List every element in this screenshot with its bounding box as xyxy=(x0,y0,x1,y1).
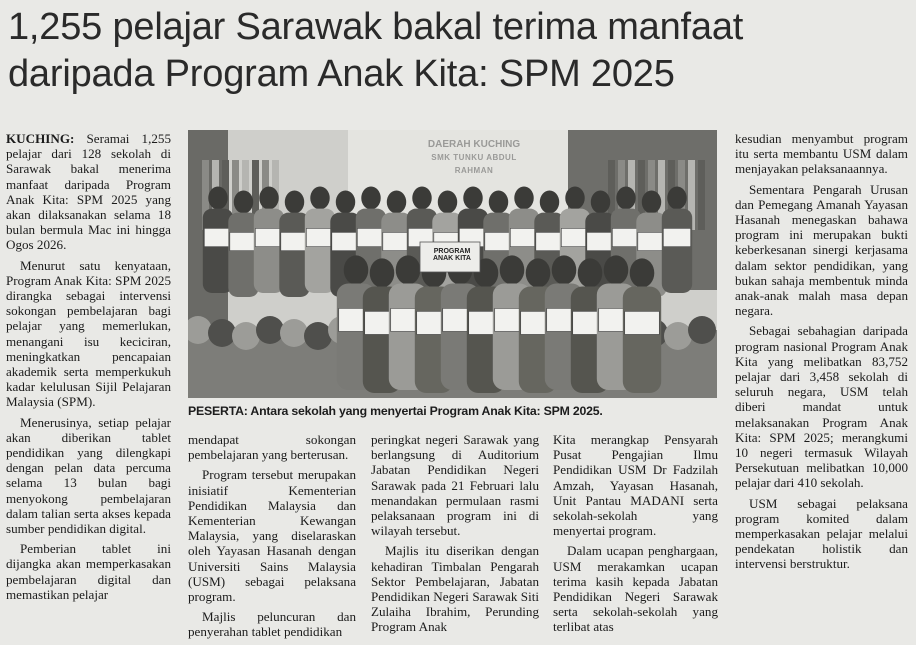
paragraph: Majlis itu diserikan dengan kehadiran Timbalan Pengarah Sektor Pembelajaran, Jabatan Pendidikan Negeri Sarawak Siti Zulaiha Ibrahim, Perunding Program Anak xyxy=(371,543,539,635)
dateline: KUCHING: xyxy=(6,131,75,146)
photo-caption: PESERTA: Antara sekolah yang menyertai Program Anak Kita: SPM 2025. xyxy=(188,404,603,418)
paragraph: Menerusinya, setiap pelajar akan diberikan tablet pendidikan yang dilengkapi dengan pelan data percuma selama 13 bulan bagi menyokong pembelajaran dalam talian serta akses kepada sumber pendidikan digital. xyxy=(6,414,171,537)
paragraph: peringkat negeri Sarawak yang berlangsung di Auditorium Jabatan Pendidikan Negeri Sarawak pada 21 Februari lalu menandakan permulaan rasmi pelaksanaan program ini di wilayah tersebut. xyxy=(371,432,539,539)
program-sign: PROGRAM ANAK KITA xyxy=(433,248,471,262)
article-column-4 xyxy=(553,432,718,640)
paragraph-text: Seramai 1,255 pelajar dari 128 sekolah di Sarawak bakal menerima manfaat daripada Program Anak Kita: SPM 2025 yang akan dilaksanakan selama 18 bulan bermula Mac ini hingga Ogos 2026. xyxy=(6,131,171,253)
article-column-2 xyxy=(188,432,356,645)
paragraph: Majlis peluncuran dan penyerahan tablet pendidikan xyxy=(188,609,356,640)
banner-line-2: SMK TUNKU ABDUL RAHMAN xyxy=(431,153,517,175)
paragraph: Kita merangkap Pensyarah Pusat Pengajian Ilmu Pendidikan USM Dr Fadzilah Amzah, Yayasan Hasanah, Unit Pantau MADANI serta sekolah-sekolah yang menyertai program. xyxy=(553,432,718,539)
headline-line-1: 1,255 pelajar Sarawak bakal terima manfaat xyxy=(8,6,744,48)
paragraph xyxy=(6,131,171,253)
news-photo xyxy=(188,130,717,398)
article-column-3 xyxy=(371,432,539,640)
article-column-5 xyxy=(735,131,908,577)
paragraph: kesudian menyambut program itu serta membantu USM dalam menjayakan pelaksanaannya. xyxy=(735,131,908,177)
headline-line-2: daripada Program Anak Kita: SPM 2025 xyxy=(8,53,675,95)
headline xyxy=(8,4,908,98)
paragraph: Sementara Pengarah Urusan dan Pemegang Amanah Yayasan Hasanah menegaskan bahawa program ini merupakan bukti keberkesanan sinergi kerjasama dalam sektor pendidikan, yang bukan sahaja membentuk minda anak-anak malah masa depan negara. xyxy=(735,181,908,319)
paragraph: USM sebagai pelaksana program komited dalam memperkasakan pelajar melalui pendekatan holistik dan intervensi berstruktur. xyxy=(735,495,908,572)
paragraph: Program tersebut merupakan inisiatif Kementerian Pendidikan Malaysia dan Kementerian Kewangan Malaysia, yang diselaraskan oleh Yayasan Hasanah dengan Universiti Sains Malaysia (USM) sebagai pelaksana program. xyxy=(188,467,356,605)
paragraph: Pemberian tablet ini dijangka akan memperkasakan pembelajaran digital dan memastikan pelajar xyxy=(6,541,171,602)
paragraph: Sebagai sebahagian daripada program nasional Program Anak Kita yang melibatkan 83,752 pelajar dari 3,458 sekolah di seluruh negara, USM telah diberi mandat untuk melaksanakan Program Anak Kita: SPM 2025; merangkumi 10 negeri termasuk Wilayah Persekutuan melibatkan 10,000 pelajar dari 410 sekolah. xyxy=(735,323,908,491)
paragraph: mendapat sokongan pembelajaran yang berterusan. xyxy=(188,432,356,463)
article-column-1 xyxy=(6,131,171,607)
banner-line-1: DAERAH KUCHING xyxy=(427,139,521,150)
paragraph: Dalam ucapan penghargaan, USM merakamkan ucapan terima kasih kepada Jabatan Pendidikan Negeri Sarawak serta sekolah-sekolah yang terlibat atas xyxy=(553,543,718,635)
backdrop-banner xyxy=(414,138,534,177)
paragraph: Menurut satu kenyataan, Program Anak Kita: SPM 2025 dirangka sebagai intervensi sokongan pembelajaran bagi pelajar yang memerlukan, menangani isu keciciran, meningkatkan pencapaian akademik serta memperkukuh kadar kelulusan Sijil Pelajaran Malaysia (SPM). xyxy=(6,257,171,410)
